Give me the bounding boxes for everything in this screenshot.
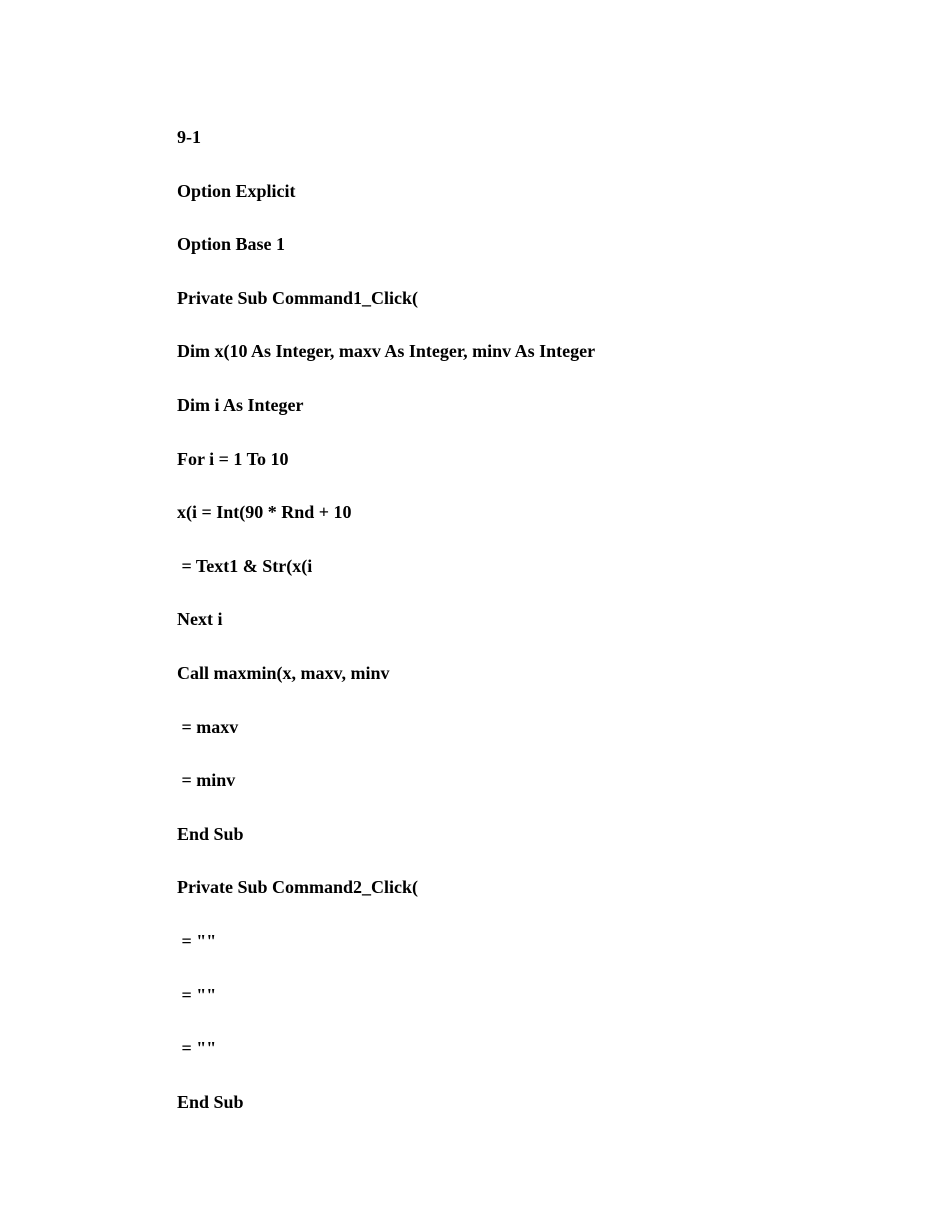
code-listing [177,124,595,1142]
code-line: Call maxmin(x, maxv, minv [177,662,390,683]
code-line: = minv [177,770,236,791]
code-line: Private Sub Command1_Click( [177,287,419,308]
code-line: Private Sub Command2_Click( [177,877,419,898]
code-line: Dim i As Integer [177,394,304,415]
code-line: Next i [177,609,223,630]
code-line: x(i = Int(90 * Rnd + 10 [177,502,352,523]
code-line: = Text1 & Str(x(i [177,555,313,576]
code-line: End Sub [177,1091,244,1112]
code-line: Dim x(10 As Integer, maxv As Integer, minv As Integer [177,341,596,362]
code-line: = "" [177,930,217,951]
code-line: Option Base 1 [177,234,286,255]
code-line: 9-1 [177,127,201,147]
code-line: End Sub [177,823,244,844]
code-line: = "" [177,984,217,1005]
code-line: = "" [177,1038,217,1059]
code-line: = maxv [177,716,239,737]
code-line: For i = 1 To 10 [177,448,289,469]
code-line: Option Explicit [177,180,296,201]
